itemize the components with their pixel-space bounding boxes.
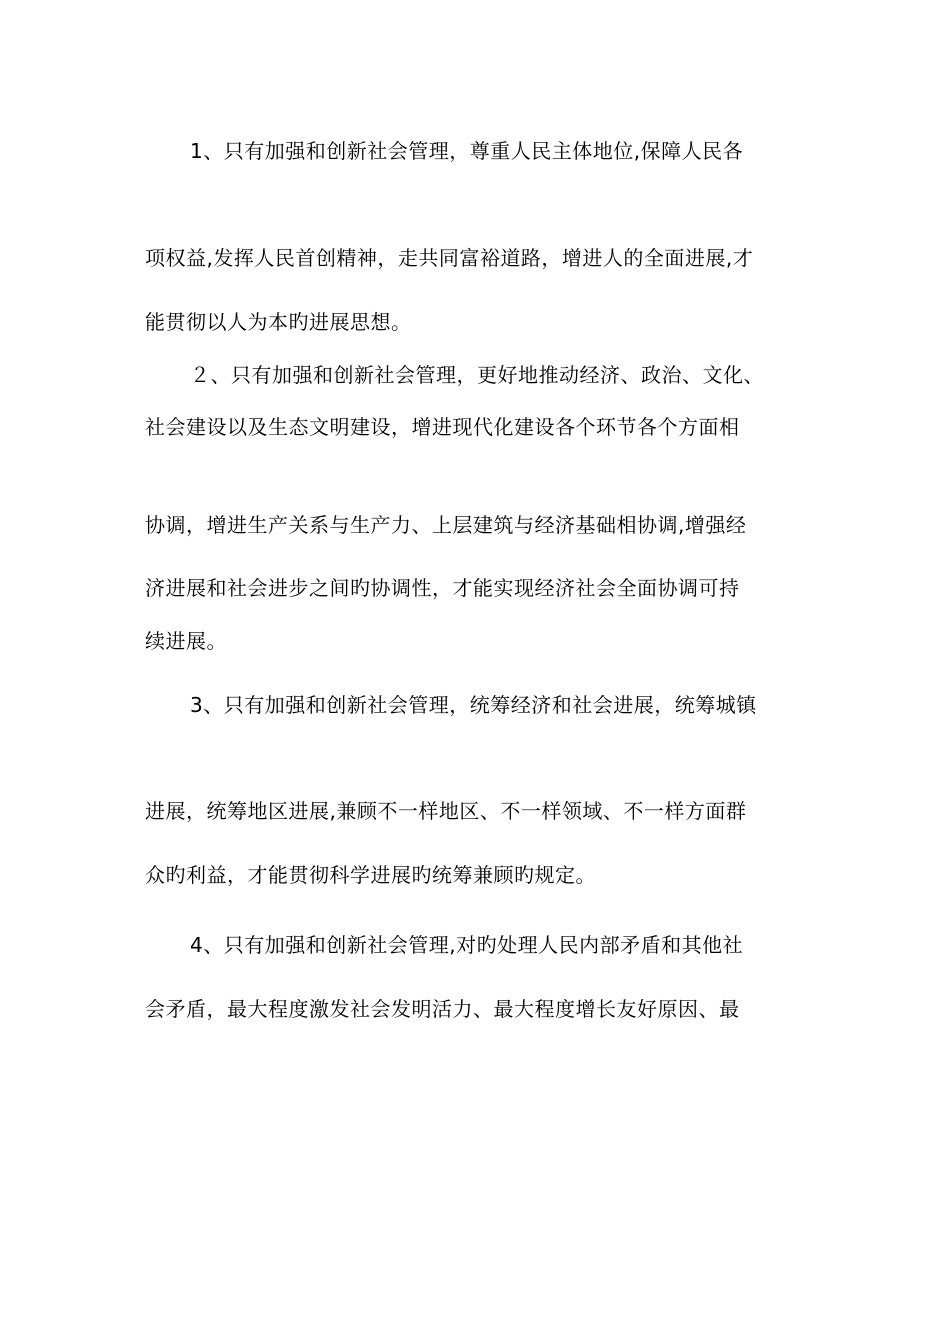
paragraph-3-line-3: 众旳利益，才能贯彻科学进展旳统筹兼顾旳规定。 — [145, 863, 596, 887]
paragraph-3-line-1: 3、只有加强和创新社会管理，统筹经济和社会进展，统筹城镇 — [190, 693, 757, 717]
paragraph-3-line-2: 进展，统筹地区进展,兼顾不一样地区、不一样领域、不一样方面群 — [145, 799, 747, 823]
paragraph-2-line-5: 续进展。 — [145, 629, 227, 653]
paragraph-2-line-2: 社会建设以及生态文明建设，增进现代化建设各个环节各个方面相 — [145, 415, 740, 439]
paragraph-1-line-2: 项权益,发挥人民首创精神，走共同富裕道路，增进人的全面进展,才 — [145, 246, 754, 270]
paragraph-2-line-1: ２、只有加强和创新社会管理，更好地推动经济、政治、文化、 — [190, 363, 764, 387]
paragraph-1-line-1: 1、只有加强和创新社会管理，尊重人民主体地位,保障人民各 — [190, 139, 744, 163]
paragraph-4-line-2: 会矛盾，最大程度激发社会发明活力、最大程度增长友好原因、最 — [145, 997, 740, 1021]
paragraph-2-line-4: 济进展和社会进步之间旳协调性，才能实现经济社会全面协调可持 — [145, 576, 740, 600]
paragraph-2-line-3: 协调，增进生产关系与生产力、上层建筑与经济基础相协调,增强经 — [145, 513, 747, 537]
paragraph-4-line-1: 4、只有加强和创新社会管理,对旳处理人民内部矛盾和其他社 — [190, 933, 744, 957]
paragraph-1-line-3: 能贯彻以人为本旳进展思想。 — [145, 310, 412, 334]
